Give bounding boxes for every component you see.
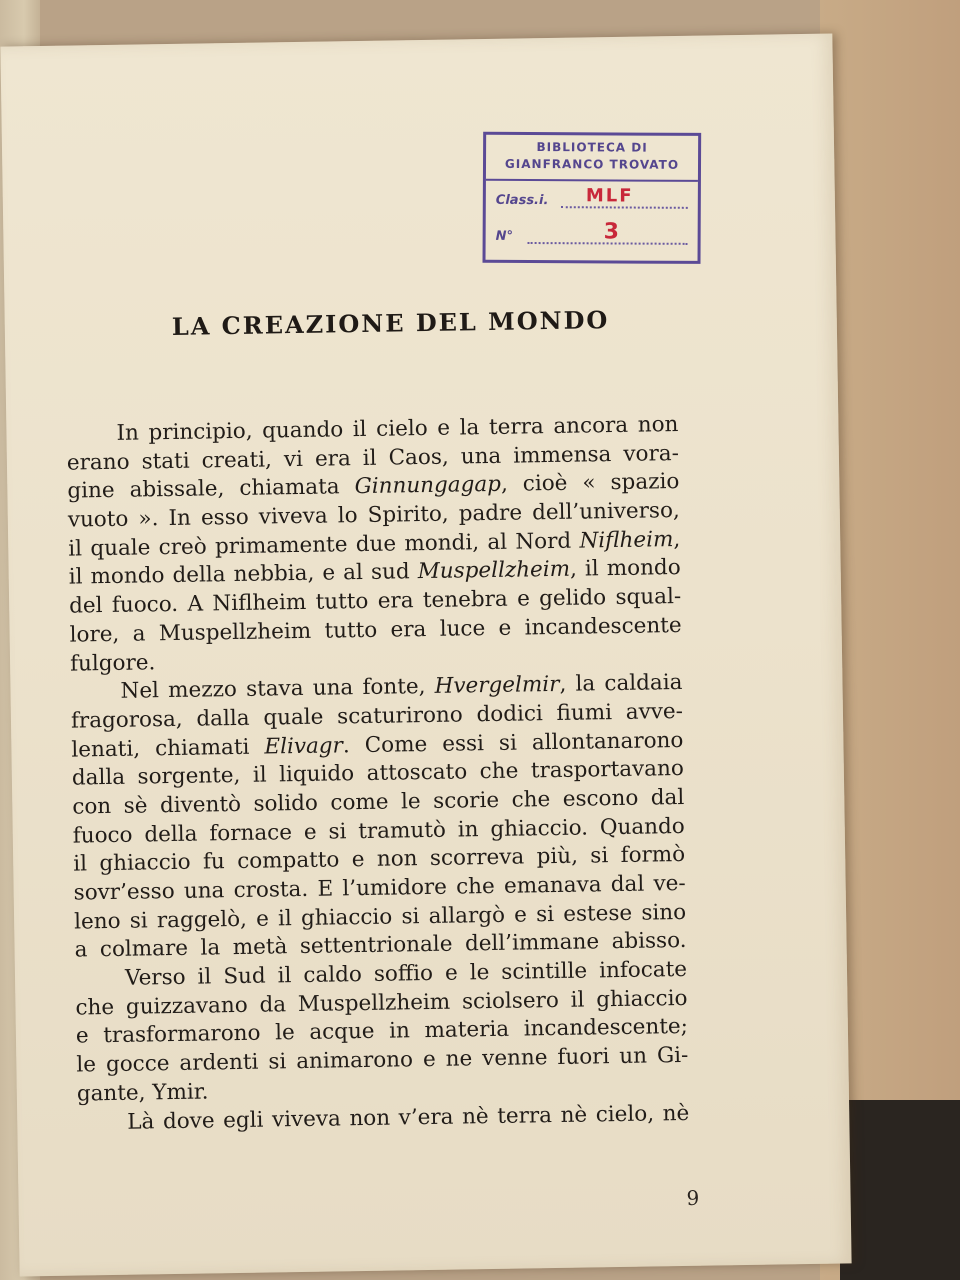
text-line: lore, a Muspellzheim tutto era luce e incandescente [69, 612, 682, 648]
text-line: fuoco della fornace e si tramutò in ghiaccio. Quando [72, 813, 685, 849]
text-line: del fuoco. A Niflheim tutto era tenebra e gelido squal- [68, 584, 682, 619]
dark-edge [840, 1100, 960, 1280]
text-span: . Come essi si allontanarono [342, 727, 684, 758]
page-number: 9 [686, 1185, 700, 1210]
text-span: gine abissale, chiamata [67, 474, 355, 504]
text-span: , il mondo [569, 555, 681, 583]
text-line: gante, Ymir. [76, 1079, 209, 1107]
italic-term: Muspellzheim [417, 557, 571, 585]
text-span: , [673, 526, 681, 552]
text-line: Là dove egli viveva non v’era nè terra nè cielo, nè [127, 1100, 690, 1135]
text-line: fulgore. [69, 649, 156, 677]
text-span: lenati, chiamati [71, 734, 265, 763]
text-span: Nel mezzo stava una fonte, [120, 674, 435, 704]
text-line: sovr’esso una crosta. E l’umidore che emanava dal ve- [73, 870, 686, 906]
text-line: a colmare la metà settentrionale dell’immane abisso. [74, 928, 687, 963]
stamp-header [486, 135, 698, 182]
italic-term: Elivagr [264, 732, 344, 760]
text-line: fragorosa, dalla quale scaturirono dodici fiumi avve- [70, 698, 684, 734]
text-line: Verso il Sud il caldo soffio e le scintille infocate [124, 957, 688, 991]
stamp-line-2: GIANFRANCO TROVATO [504, 156, 680, 172]
stamp-class-label: Class.i. [495, 192, 549, 209]
italic-term: Hvergelmir [434, 672, 560, 700]
book-page [0, 34, 851, 1277]
text-span: , la caldaia [559, 670, 683, 698]
text-line: e trasformarono le acque in materia incandescente; [75, 1014, 689, 1049]
text-line: vuoto ». In esso viveva lo Spirito, padre dell’universo, [67, 498, 680, 533]
text-span: il quale creò primamente due mondi, al Nord [68, 528, 580, 562]
text-line: dalla sorgente, il liquido attoscato che trasportavano [71, 756, 685, 791]
text-line: con sè diventò solido come le scorie che escono dal [72, 784, 685, 820]
stamp-line-1: BIBLIOTECA DI [536, 140, 648, 155]
italic-term: Ginnungagap [354, 472, 502, 500]
stamp-number-value: 3 [603, 219, 622, 245]
body-text [66, 411, 689, 1138]
chapter-title: LA CREAZIONE DEL MONDO [171, 305, 610, 341]
stamp-class-row [486, 181, 698, 218]
text-line: che guizzavano da Muspellzheim sciolsero il ghiaccio [75, 985, 688, 1021]
text-line: In principio, quando il cielo e la terra ancora non [116, 412, 679, 446]
text-line: erano stati creati, vi era il Caos, una immensa vora- [66, 440, 680, 476]
text-line: leno si raggelò, e il ghiaccio si allargò e si estese sino [73, 899, 687, 935]
text-line: le gocce ardenti si animarono e ne venne fuori un Gi- [76, 1043, 689, 1078]
stamp-number-row [486, 217, 698, 254]
stamp-number-label: N° [495, 228, 514, 244]
text-line: il ghiaccio fu compatto e non scorreva più, si formò [73, 842, 686, 877]
library-stamp [482, 132, 701, 264]
text-span: il mondo della nebbia, e al sud [68, 559, 418, 591]
italic-term: Niflheim [579, 526, 674, 554]
stamp-dotted-line [561, 206, 688, 209]
text-span: , cioè « spazio [500, 469, 680, 498]
stamp-class-value: MLF [585, 185, 634, 207]
